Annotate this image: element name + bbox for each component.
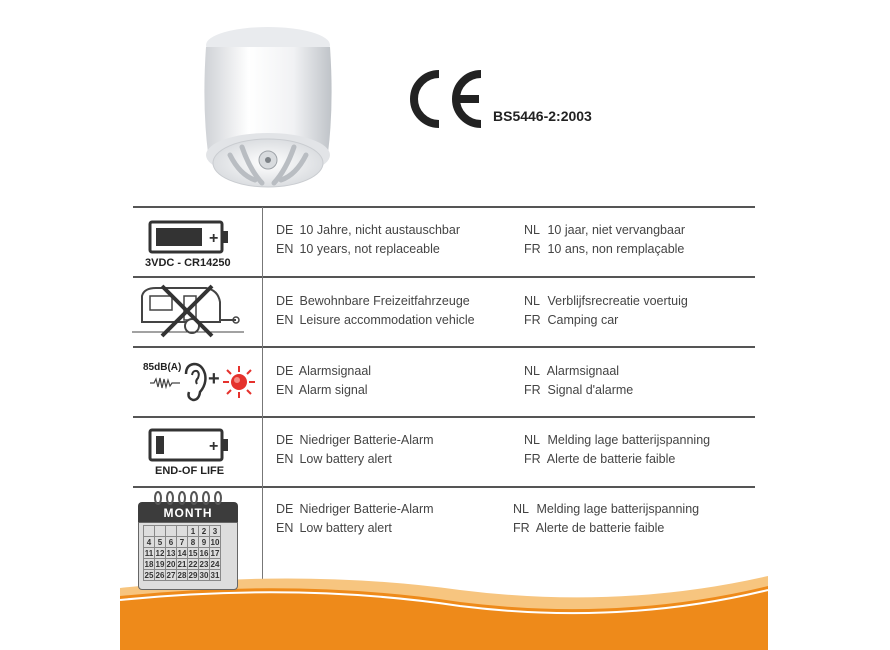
row-text-de: Niedriger Batterie-Alarm — [299, 502, 434, 516]
red-alarm-light-icon — [222, 365, 256, 404]
lang-code: NL — [524, 433, 540, 447]
end-of-life-caption: END-OF LIFE — [155, 465, 225, 477]
row-text-en: Low battery alert — [299, 521, 392, 535]
lang-code: DE — [276, 364, 294, 378]
calendar-day: 25 — [144, 570, 154, 580]
table-rule — [133, 486, 755, 488]
calendar-day: 9 — [199, 537, 210, 548]
smoke-detector-image — [180, 15, 355, 195]
lang-code: NL — [524, 364, 540, 378]
calendar-day: 13 — [166, 548, 176, 558]
calendar-day: 8 — [188, 537, 199, 548]
calendar-day: 28 — [177, 570, 187, 580]
lang-code: NL — [513, 502, 529, 516]
lang-code: FR — [524, 383, 541, 397]
calendar-month-label: MONTH — [163, 506, 213, 520]
calendar-icon — [138, 490, 238, 594]
calendar-day: 27 — [166, 570, 176, 580]
row-text-fr: Alerte de batterie faible — [535, 521, 665, 535]
row-text-fr: Signal d'alarme — [547, 383, 634, 397]
calendar-day: 14 — [177, 548, 187, 558]
row-text-en: 10 years, not replaceable — [299, 242, 440, 256]
table-column-divider — [262, 207, 263, 585]
lang-code: EN — [276, 452, 294, 466]
row-text-en: Alarm signal — [298, 383, 368, 397]
row-text-nl: Melding lage batterijspanning — [536, 502, 700, 516]
ce-mark-logo — [405, 68, 490, 130]
orange-wave-background — [0, 560, 890, 650]
lang-code: EN — [276, 383, 294, 397]
battery-full-icon — [148, 220, 230, 259]
svg-text:+: + — [209, 438, 219, 455]
calendar-day — [177, 526, 188, 537]
calendar-day: 31 — [210, 570, 220, 580]
lang-code: FR — [524, 452, 541, 466]
row-text-de: Alarmsignaal — [298, 364, 372, 378]
row-text-nl: Verblijfsrecreatie voertuig — [547, 294, 688, 308]
lang-code: DE — [276, 433, 294, 447]
calendar-day: 18 — [144, 559, 154, 569]
row-text-nl: Alarmsignaal — [546, 364, 620, 378]
calendar-day: 22 — [188, 559, 198, 569]
lang-code: NL — [524, 223, 540, 237]
lang-code: NL — [524, 294, 540, 308]
decibel-caption: 85dB(A) — [143, 362, 182, 373]
lang-code: FR — [524, 242, 541, 256]
calendar-day: 26 — [155, 570, 165, 580]
lang-code: DE — [276, 223, 294, 237]
table-rule — [133, 346, 755, 348]
calendar-day: 2 — [199, 526, 210, 537]
row-text-fr: 10 ans, non remplaçable — [547, 242, 685, 256]
table-rule — [133, 416, 755, 418]
standard-label: BS5446-2:2003 — [493, 108, 592, 124]
calendar-day: 17 — [210, 548, 220, 558]
table-rule-top — [133, 206, 755, 208]
row-text-de: Niedriger Batterie-Alarm — [299, 433, 434, 447]
calendar-day: 7 — [177, 537, 188, 548]
row-text-fr: Camping car — [547, 313, 619, 327]
calendar-day: 29 — [188, 570, 198, 580]
lang-code: EN — [276, 242, 294, 256]
row-text-nl: 10 jaar, niet vervangbaar — [547, 223, 686, 237]
row-text-en: Low battery alert — [299, 452, 392, 466]
calendar-day: 30 — [199, 570, 209, 580]
calendar-day: 23 — [199, 559, 209, 569]
sound-wave-icon — [150, 376, 180, 395]
calendar-day: 3 — [210, 526, 221, 537]
battery-low-icon — [148, 428, 230, 467]
lang-code: FR — [524, 313, 541, 327]
lang-code: DE — [276, 502, 294, 516]
row-text-en: Leisure accommodation vehicle — [299, 313, 475, 327]
calendar-grid — [143, 525, 221, 581]
calendar-day — [155, 526, 166, 537]
row-text-fr: Alerte de batterie faible — [546, 452, 676, 466]
calendar-day: 24 — [210, 559, 220, 569]
calendar-day: 12 — [155, 548, 165, 558]
row-text-nl: Melding lage batterijspanning — [547, 433, 711, 447]
row-text-de: Bewohnbare Freizeitfahrzeuge — [299, 294, 470, 308]
plus-icon: + — [208, 368, 220, 390]
calendar-day: 11 — [144, 548, 154, 558]
calendar-day: 16 — [199, 548, 209, 558]
lang-code: FR — [513, 521, 530, 535]
lang-code: EN — [276, 313, 294, 327]
calendar-day: 21 — [177, 559, 187, 569]
calendar-day — [166, 526, 177, 537]
calendar-day: 4 — [144, 537, 155, 548]
table-rule — [133, 276, 755, 278]
battery-caption: 3VDC - CR14250 — [145, 257, 231, 269]
calendar-day: 20 — [166, 559, 176, 569]
lang-code: EN — [276, 521, 294, 535]
calendar-day: 10 — [210, 537, 220, 547]
calendar-day: 6 — [166, 537, 177, 548]
calendar-day: 15 — [188, 548, 198, 558]
ear-icon — [183, 362, 209, 407]
row-text-de: 10 Jahre, nicht austauschbar — [299, 223, 461, 237]
calendar-day: 19 — [155, 559, 165, 569]
svg-text:+: + — [209, 230, 219, 247]
caravan-crossed-icon — [132, 282, 244, 345]
calendar-day: 5 — [155, 537, 166, 548]
lang-code: DE — [276, 294, 294, 308]
calendar-day: 1 — [188, 526, 199, 537]
calendar-day — [144, 526, 155, 537]
